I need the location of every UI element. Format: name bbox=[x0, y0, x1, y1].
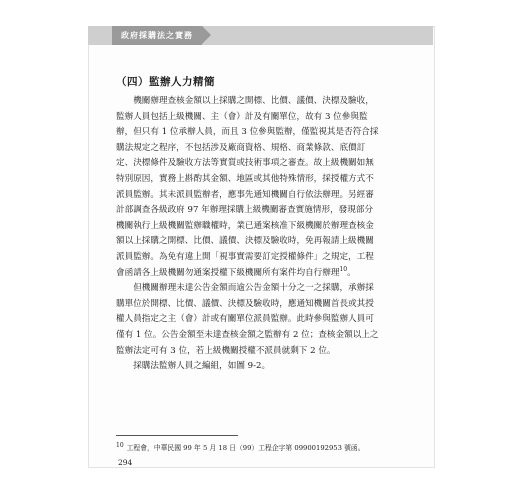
text-line: 但機關辦理未達公告金額而逾公告金額十分之一之採購，承辦採 bbox=[133, 283, 374, 294]
footnote bbox=[116, 442, 365, 452]
text-line: 僅有 1 位。公告金額至未達查核金額之監辦有 2 位；查核金額以上之 bbox=[116, 329, 379, 340]
text-line: 額以上採購之開標、比價、議價、決標及驗收時，免再報請上級機關 bbox=[116, 236, 374, 247]
paragraph-3 bbox=[116, 359, 406, 375]
text-line: 採購法監辦人員之編組，如圖 9-2。 bbox=[133, 361, 271, 372]
header-arrow-decoration bbox=[202, 26, 211, 44]
text-line: 機關辦理查核金額以上採購之開標、比價、議價、決標及驗收， bbox=[133, 96, 374, 106]
text-line: 定、決標條件及驗收方法等實質或技術事項之審查。故上級機關如無 bbox=[116, 158, 374, 169]
paragraph-1 bbox=[116, 94, 406, 281]
text-line: 派員監辦。其未派員監辦者，應事先通知機關自行依法辦理。另經審 bbox=[116, 189, 374, 200]
text-line: 權人員指定之主（會）計或有關單位派員監辦。此時參與監辦人員可 bbox=[116, 314, 374, 325]
footnote-number: 10 bbox=[116, 442, 124, 449]
running-header: 政府採購法之實務 bbox=[112, 26, 202, 45]
footnote-divider bbox=[116, 435, 238, 436]
footnote-reference[interactable]: 10 bbox=[339, 265, 348, 273]
text-line: 監辦法定可有 3 位，若上級機關授權不派員就剩下 2 位。 bbox=[116, 345, 336, 356]
paragraph-2 bbox=[116, 281, 406, 359]
text-line: 機關執行上級機關監辦職權時，業已通案核准下級機關於辦理查核金 bbox=[116, 220, 374, 231]
text-fragment: 。 bbox=[347, 267, 356, 278]
section-title: （四）監辦人力精簡 bbox=[116, 76, 215, 88]
text-fragment: 會函請各上級機關勿通案授權下級機關所有案件均自行辦理 bbox=[116, 267, 340, 278]
text-line-with-footnote bbox=[116, 266, 406, 282]
text-line: 派員監辦。為免有違上開「視事實需要訂定授權條件」之規定，工程 bbox=[116, 251, 374, 262]
body-text bbox=[116, 94, 406, 375]
text-line: 購法規定之程序，不包括涉及廠商資格、規格、商業條款、底價訂 bbox=[116, 142, 366, 153]
page-number: 294 bbox=[118, 458, 133, 467]
text-line: 監辦人員包括上級機關、主（會）計及有關單位，故有 3 位參與監 bbox=[116, 111, 368, 122]
text-line: 計部調查各級政府 97 年辦理採購上級機關審查實施情形，發現部分 bbox=[116, 205, 374, 216]
text-line: 特別原因，實務上斟酌其金額、地區或其他特殊情形，採授權方式不 bbox=[116, 173, 374, 184]
text-line: 購單位於開標、比價、議價、決標及驗收時，應通知機關首長或其授 bbox=[116, 298, 374, 309]
text-line: 辦，但只有 1 位承辦人員，而且 3 位參與監辦，僅監視其是否符合採 bbox=[116, 127, 379, 138]
footnote-text: 工程會，中華民國 99 年 5 月 18 日（99）工程企字第 09900192953 號函。 bbox=[126, 444, 365, 452]
